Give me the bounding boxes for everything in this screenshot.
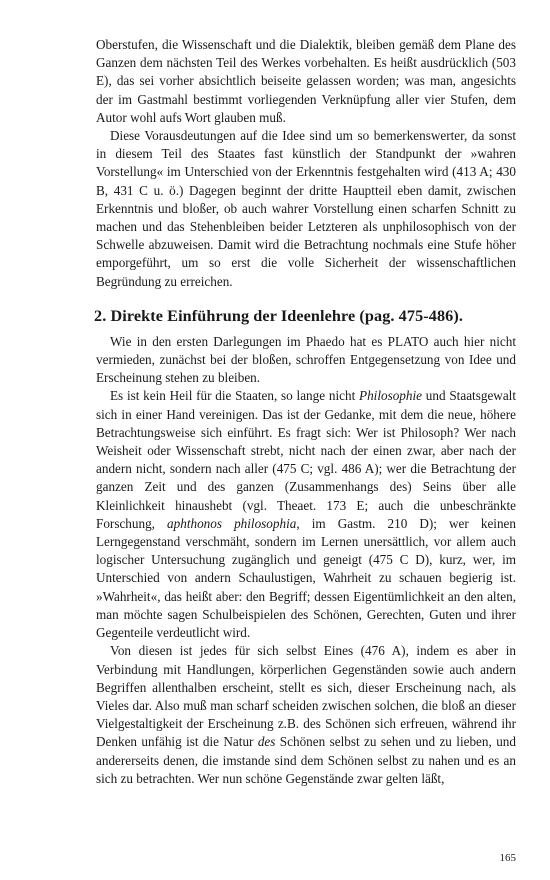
emphasis-text: aphthonos philosophia bbox=[167, 515, 297, 531]
paragraph bbox=[96, 642, 516, 788]
paragraph-text: und Staatsgewalt sich in einer Hand vereinigen. Das ist der Gedanke, mit dem die neue, höhere Betrachtungsweise sich einführt. Es fragt sich: Wer ist Philosoph? Wer nach Weisheit oder Wissenschaft strebt, nicht nach der einen zwar, aber nach der andern nicht, sondern nach aller (475 C; vgl. 486 A); wer die Betrachtung der ganzen Zeit und des ganzen (Zusammenhangs des) Seins über alle Kleinlichkeit hinaushebt (vgl. Theaet. 173 E; auch die unbeschränkte Forschung, bbox=[96, 388, 517, 531]
page-body bbox=[96, 36, 516, 788]
paragraph-text: Oberstufen, die Wissenschaft und die Dialektik, bleiben gemäß dem Plane des Ganzen dem nächsten Teil des Werkes vorbehalten. Es heißt ausdrücklich (503 E), das sei vorher absichtlich beiseite gelassen worden; was man, angesichts der im Gastmahl bestimmt vorliegenden Verknüpfung aller vier Stufen, dem Autor wohl aufs Wort glauben muß. bbox=[96, 37, 516, 125]
emphasis-text: Philosophie bbox=[359, 388, 423, 404]
paragraph-text: Diese Vorausdeutungen auf die Idee sind um so bemerkenswerter, da sonst in diesem Teil des Staates fast künstlich der Standpunkt der »wahren Vorstellung« im Unterschied von der Erkenntnis festgehalten wird (413 A; 430 B, 431 C u. ö.) Dagegen beginnt der dritte Hauptteil eben damit, zwischen Erkenntnis und bloßer, ob auch wahrer Vorstellung einen scharfen Schnitt zu machen und das Stehenbleiben beider Letzteren als unphilosophisch von der Schwelle abzuweisen. Damit wird die Betrachtung nochmals eine Stufe höher emporgeführt, um so erst die volle Sicherheit der wissenschaftlichen Begründung zu erreichen. bbox=[96, 128, 516, 289]
paragraph-text: Von diesen ist jedes für sich selbst Eines (476 A), indem es aber in Verbindung mit Handlungen, körperlichen Gegenständen sowie auch andern Begriffen allenthalben erscheint, stellt es sich, dieser Erscheinung nach, als Vieles dar. Also muß man scharf scheiden zwischen solchen, die bloß an dieser Vielgestaltigkeit der Erscheinung z.B. des Schönen sich erfreuen, während ihr Denken unfähig ist die Natur bbox=[96, 643, 516, 750]
section-heading: 2. Direkte Einführung der Ideenlehre (pag. 475-486). bbox=[94, 306, 463, 325]
page-number: 165 bbox=[499, 852, 516, 864]
paragraph bbox=[96, 387, 516, 642]
paragraph-text: , im Gastm. 210 D); wer keinen Lerngegenstand verschmäht, sondern im Lernen unersättlich, vor allem auch logischer Untersuchung zugänglich und geneigt (475 C D), kurz, wer, im Unterschied von andern Schaulustigen, Wahrheit zu schauen begierig ist. »Wahrheit«, das heißt aber: den Begriff; dessen Eigentümlichkeit an den alten, man möchte sagen Schulbeispielen des Schönen, Gerechten, Guten und ihrer Gegenteile verdeutlicht wird. bbox=[96, 515, 516, 641]
paragraph-text: Es ist kein Heil für die Staaten, so lange nicht bbox=[110, 388, 360, 404]
emphasis-text: des bbox=[257, 734, 276, 750]
paragraph bbox=[96, 127, 516, 291]
paragraph-text: Wie in den ersten Darlegungen im Phaedo hat es PLATO auch hier nicht vermieden, zunächst bei der bloßen, schroffen Entgegensetzung von Idee und Erscheinung stehen zu bleiben. bbox=[96, 333, 516, 386]
text-block-top bbox=[96, 36, 516, 291]
paragraph bbox=[96, 36, 516, 127]
text-block-bottom bbox=[96, 333, 516, 788]
paragraph-text: Schönen selbst zu sehen und zu lieben, und andererseits denen, die imstande sind dem Schönen selbst zu nahen und es an sich zu betrachten. Wer nun schöne Gegenstände zwar gelten läßt, bbox=[96, 734, 516, 786]
paragraph bbox=[96, 333, 516, 388]
